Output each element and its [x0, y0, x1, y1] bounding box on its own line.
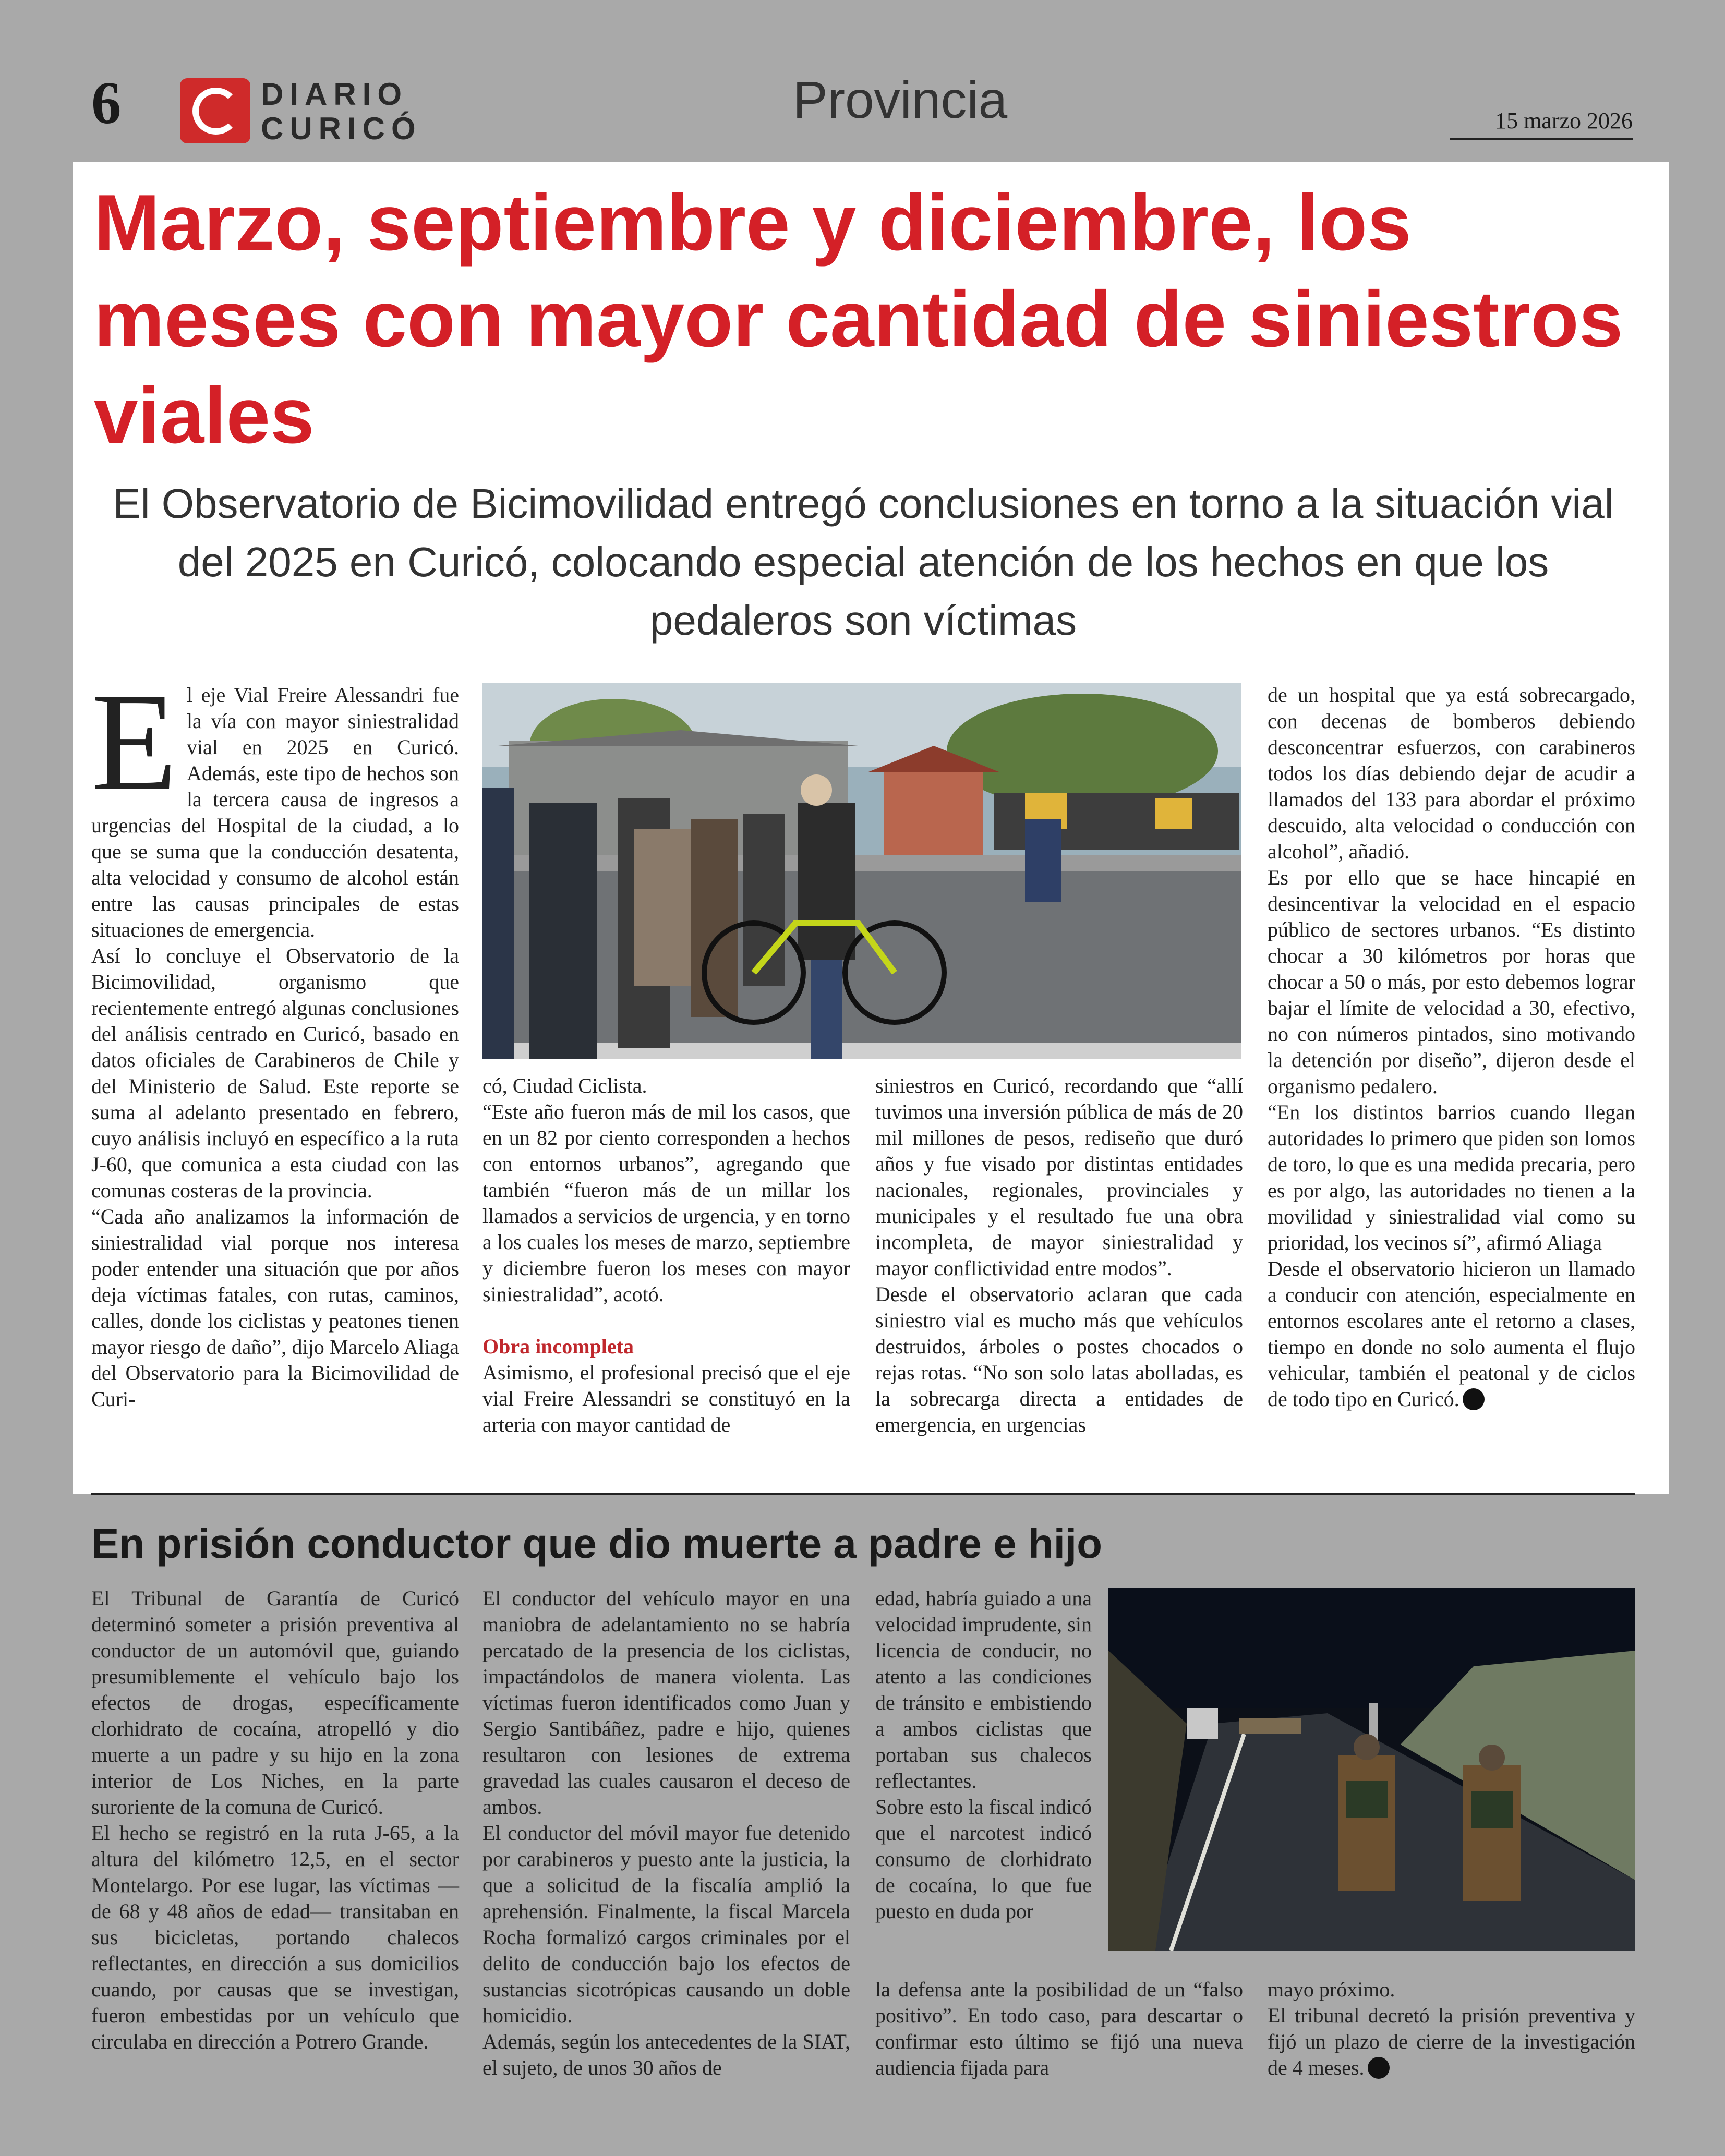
drop-cap: E — [91, 664, 177, 820]
article2-column-4 — [1268, 1977, 1635, 2081]
end-mark-icon — [1368, 2057, 1390, 2079]
paragraph: Desde el observatorio hicieron un llamado a conducir con atención, especialmente en entornos escolares ante el retorno a clases, tiempo en donde no solo aumenta el flujo vehicular, también el peatonal y de ciclos de todo tipo en Curicó. — [1268, 1257, 1635, 1411]
issue-date: 15 marzo 2026 — [1450, 107, 1633, 140]
paragraph: Es por ello que se hace hincapié en desincentivar la velocidad en el espacio público de sectores urbanos. “Es distinto chocar a 30 kilómetros por horas que chocar a 50 o más, por esto debemos lograr bajar el límite de velocidad a 30, efectivo, no con números pintados, sino motivando la detención por diseño”, dijeron desde el organismo pedalero. — [1268, 866, 1635, 1098]
paragraph: de un hospital que ya está sobrecargado, con decenas de bomberos debiendo desconcentrar esfuerzos, con carabineros todos los días debiendo dejar de acudir a llamados del 133 para abordar el próximo descuido, alta velocidad o conducción con alcohol”, añadió. — [1268, 683, 1635, 863]
article-headline: Marzo, septiembre y diciembre, los meses con mayor cantidad de siniestros viales — [94, 178, 1623, 460]
logo-line-2: CURICÓ — [261, 111, 422, 146]
paragraph: siniestros en Curicó, recordando que “allí tuvimos una inversión pública de más de 20 mil millones de pesos, rediseño que duró años y fue visado por distintas entidades nacionales, regionales, provinciales y municipales y el resultado fue una obra incompleta, de mayor siniestralidad y mayor conflictividad entre modos”. — [875, 1074, 1243, 1280]
article2-headline: En prisión conductor que dio muerte a padre e hijo — [91, 1520, 1103, 1567]
article2-column-2 — [482, 1585, 850, 2081]
photo-illustration — [482, 683, 1241, 1059]
logo-icon — [180, 78, 250, 143]
paragraph: El Tribunal de Garantía de Curicó determinó someter a prisión preventiva al conductor de un automóvil que, guiando presumiblemente el vehículo bajo los efectos de drogas, específicamente clorhidrato de cocaína, atropelló y dio muerte a un padre y su hijo en la zona interior de Los Niches, en la parte suroriente de la comuna de Curicó. — [91, 1586, 459, 1819]
night-accident-photo — [1108, 1588, 1635, 1951]
paragraph: Así lo concluye el Observatorio de la Bicimovilidad, organismo que recientemente entregó algunas conclusiones del análisis centrado en Curicó, basado en datos oficiales de Carabineros de Chile y del Ministerio de Salud. Este reporte se suma al adelanto presentado en febrero, cuyo análisis incluyó en específico a la ruta J-60, que comunica a esta ciudad con las comunas costeras de la provincia. — [91, 944, 459, 1202]
paragraph: “En los distintos barrios cuando llegan autoridades lo primero que piden son lomos de toro, lo que es una medida precaria, pero es por algo, las autoridades no tienen a la movilidad y siniestralidad vial como su prioridad, los vecinos sí”, afirmó Aliaga — [1268, 1100, 1635, 1254]
paragraph: El tribunal decretó la prisión preventiva y fijó un plazo de cierre de la investigación de 4 meses. — [1268, 2004, 1635, 2079]
paragraph: mayo próximo. — [1268, 1978, 1395, 2001]
article-subhead: El Observatorio de Bicimovilidad entregó conclusiones en torno a la situación vial del 2025 en Curicó, colocando especial atención de los hechos en que los pedaleros son víctimas — [113, 480, 1614, 644]
logo-wordmark — [261, 77, 422, 146]
article1-column-1 — [91, 664, 459, 1412]
last-paragraph — [1268, 1256, 1635, 1412]
paragraph: El hecho se registró en la ruta J-65, a la altura del kilómetro 12,5, en el sector Montelargo. Por ese lugar, las víctimas —de 68 y 48 años de edad— transitaban en sus bicicletas, portando chalecos reflectantes, en dirección a sus domicilios cuando, por causas que se investigan, fueron embestidas por un vehículo que circulaba en dirección a Potrero Grande. — [91, 1821, 459, 2053]
article2-column-1 — [91, 1585, 459, 2055]
paragraph: Asimismo, el profesional precisó que el eje vial Freire Alessandri se constituyó en la arteria con mayor cantidad de — [482, 1361, 850, 1436]
article2-column-3-bottom — [875, 1977, 1243, 2081]
article-divider — [91, 1493, 1635, 1495]
paragraph: la defensa ante la posibilidad de un “falso positivo”. En todo caso, para descartar o confirmar esto último se fijó una nueva audiencia fijada para — [875, 1978, 1243, 2079]
section-title: Provincia — [793, 71, 1008, 129]
paragraph: El conductor del vehículo mayor en una maniobra de adelantamiento no se habría percatado de la presencia de los ciclistas, impactándolos de manera violenta. Las víctimas fueron identificados como Juan y Sergio Santibáñez, padre e hijo, quienes resultaron con lesiones de extrema gravedad las cuales causaron el deceso de ambos. — [482, 1586, 850, 1819]
paragraph: El conductor del móvil mayor fue detenido por carabineros y puesto ante la justicia, la que a solicitud de la fiscalía amplió la aprehensión. Finalmente, la fiscal Marcela Rocha formalizó cargos criminales por el delito de conducción bajo los efectos de sustancias sicotrópicas causando un doble homicidio. — [482, 1821, 850, 2027]
logo-line-1: DIARIO — [261, 77, 408, 112]
paragraph: Sobre esto la fiscal indicó que el narcotest indicó consumo de clorhidrato de cocaína, lo que fue puesto en duda por — [875, 1795, 1092, 1923]
paragraph: “Cada año analizamos la información de siniestralidad vial porque nos interesa poder entender una situación que por años deja víctimas fatales, con rutas, caminos, calles, donde los ciclistas y peatones tienen mayor riesgo de daño”, dijo Marcelo Aliaga del Observatorio para la Bicimovilidad de Curi- — [91, 1205, 459, 1411]
last-paragraph — [1268, 2003, 1635, 2081]
paragraph: có, Ciudad Ciclista. — [482, 1074, 647, 1097]
paragraph: “Este año fueron más de mil los casos, que en un 82 por ciento corresponden a hechos con entornos urbanos”, agregando que también “fueron más de un millar los llamados a servicios de urgencia, y en torno a los cuales los meses de marzo, septiembre y diciembre fueron los meses con mayor siniestralidad”, acotó. — [482, 1100, 850, 1306]
paragraph: Desde el observatorio aclaran que cada siniestro vial es mucho más que vehículos destruidos, árboles o postes chocados o rejas rotas. “No son solo latas abolladas, es la sobrecarga directa a entidades de emergencia, en urgencias — [875, 1282, 1243, 1436]
page-number: 6 — [91, 70, 122, 136]
subtitle-obra-incompleta: Obra incompleta — [482, 1335, 634, 1358]
article1-column-3 — [875, 1073, 1243, 1438]
end-mark-icon — [1463, 1388, 1485, 1410]
paragraph: l eje Vial Freire Alessandri fue la vía con mayor siniestralidad vial en 2025 en Curicó. Además, este tipo de hechos son la tercera causa de ingresos a urgencias del Hospital de la ciudad, a lo que se suma que la conducción desatenta, alta velocidad y consumo de alcohol están entre las causas principales de estas situaciones de emergencia. — [91, 683, 459, 941]
paragraph: Además, según los antecedentes de la SIAT, el sujeto, de unos 30 años de — [482, 2030, 850, 2079]
article1-column-2 — [482, 1073, 850, 1438]
paragraph: edad, habría guiado a una velocidad imprudente, sin licencia de conducir, no atento a las condiciones de tránsito e embistiendo a ambos ciclistas que portaban sus chalecos reflectantes. — [875, 1586, 1092, 1792]
cyclist-street-photo — [482, 683, 1241, 1059]
photo-illustration — [1108, 1588, 1635, 1951]
article1-column-4 — [1268, 682, 1635, 1412]
article2-column-3-top — [875, 1585, 1092, 1924]
